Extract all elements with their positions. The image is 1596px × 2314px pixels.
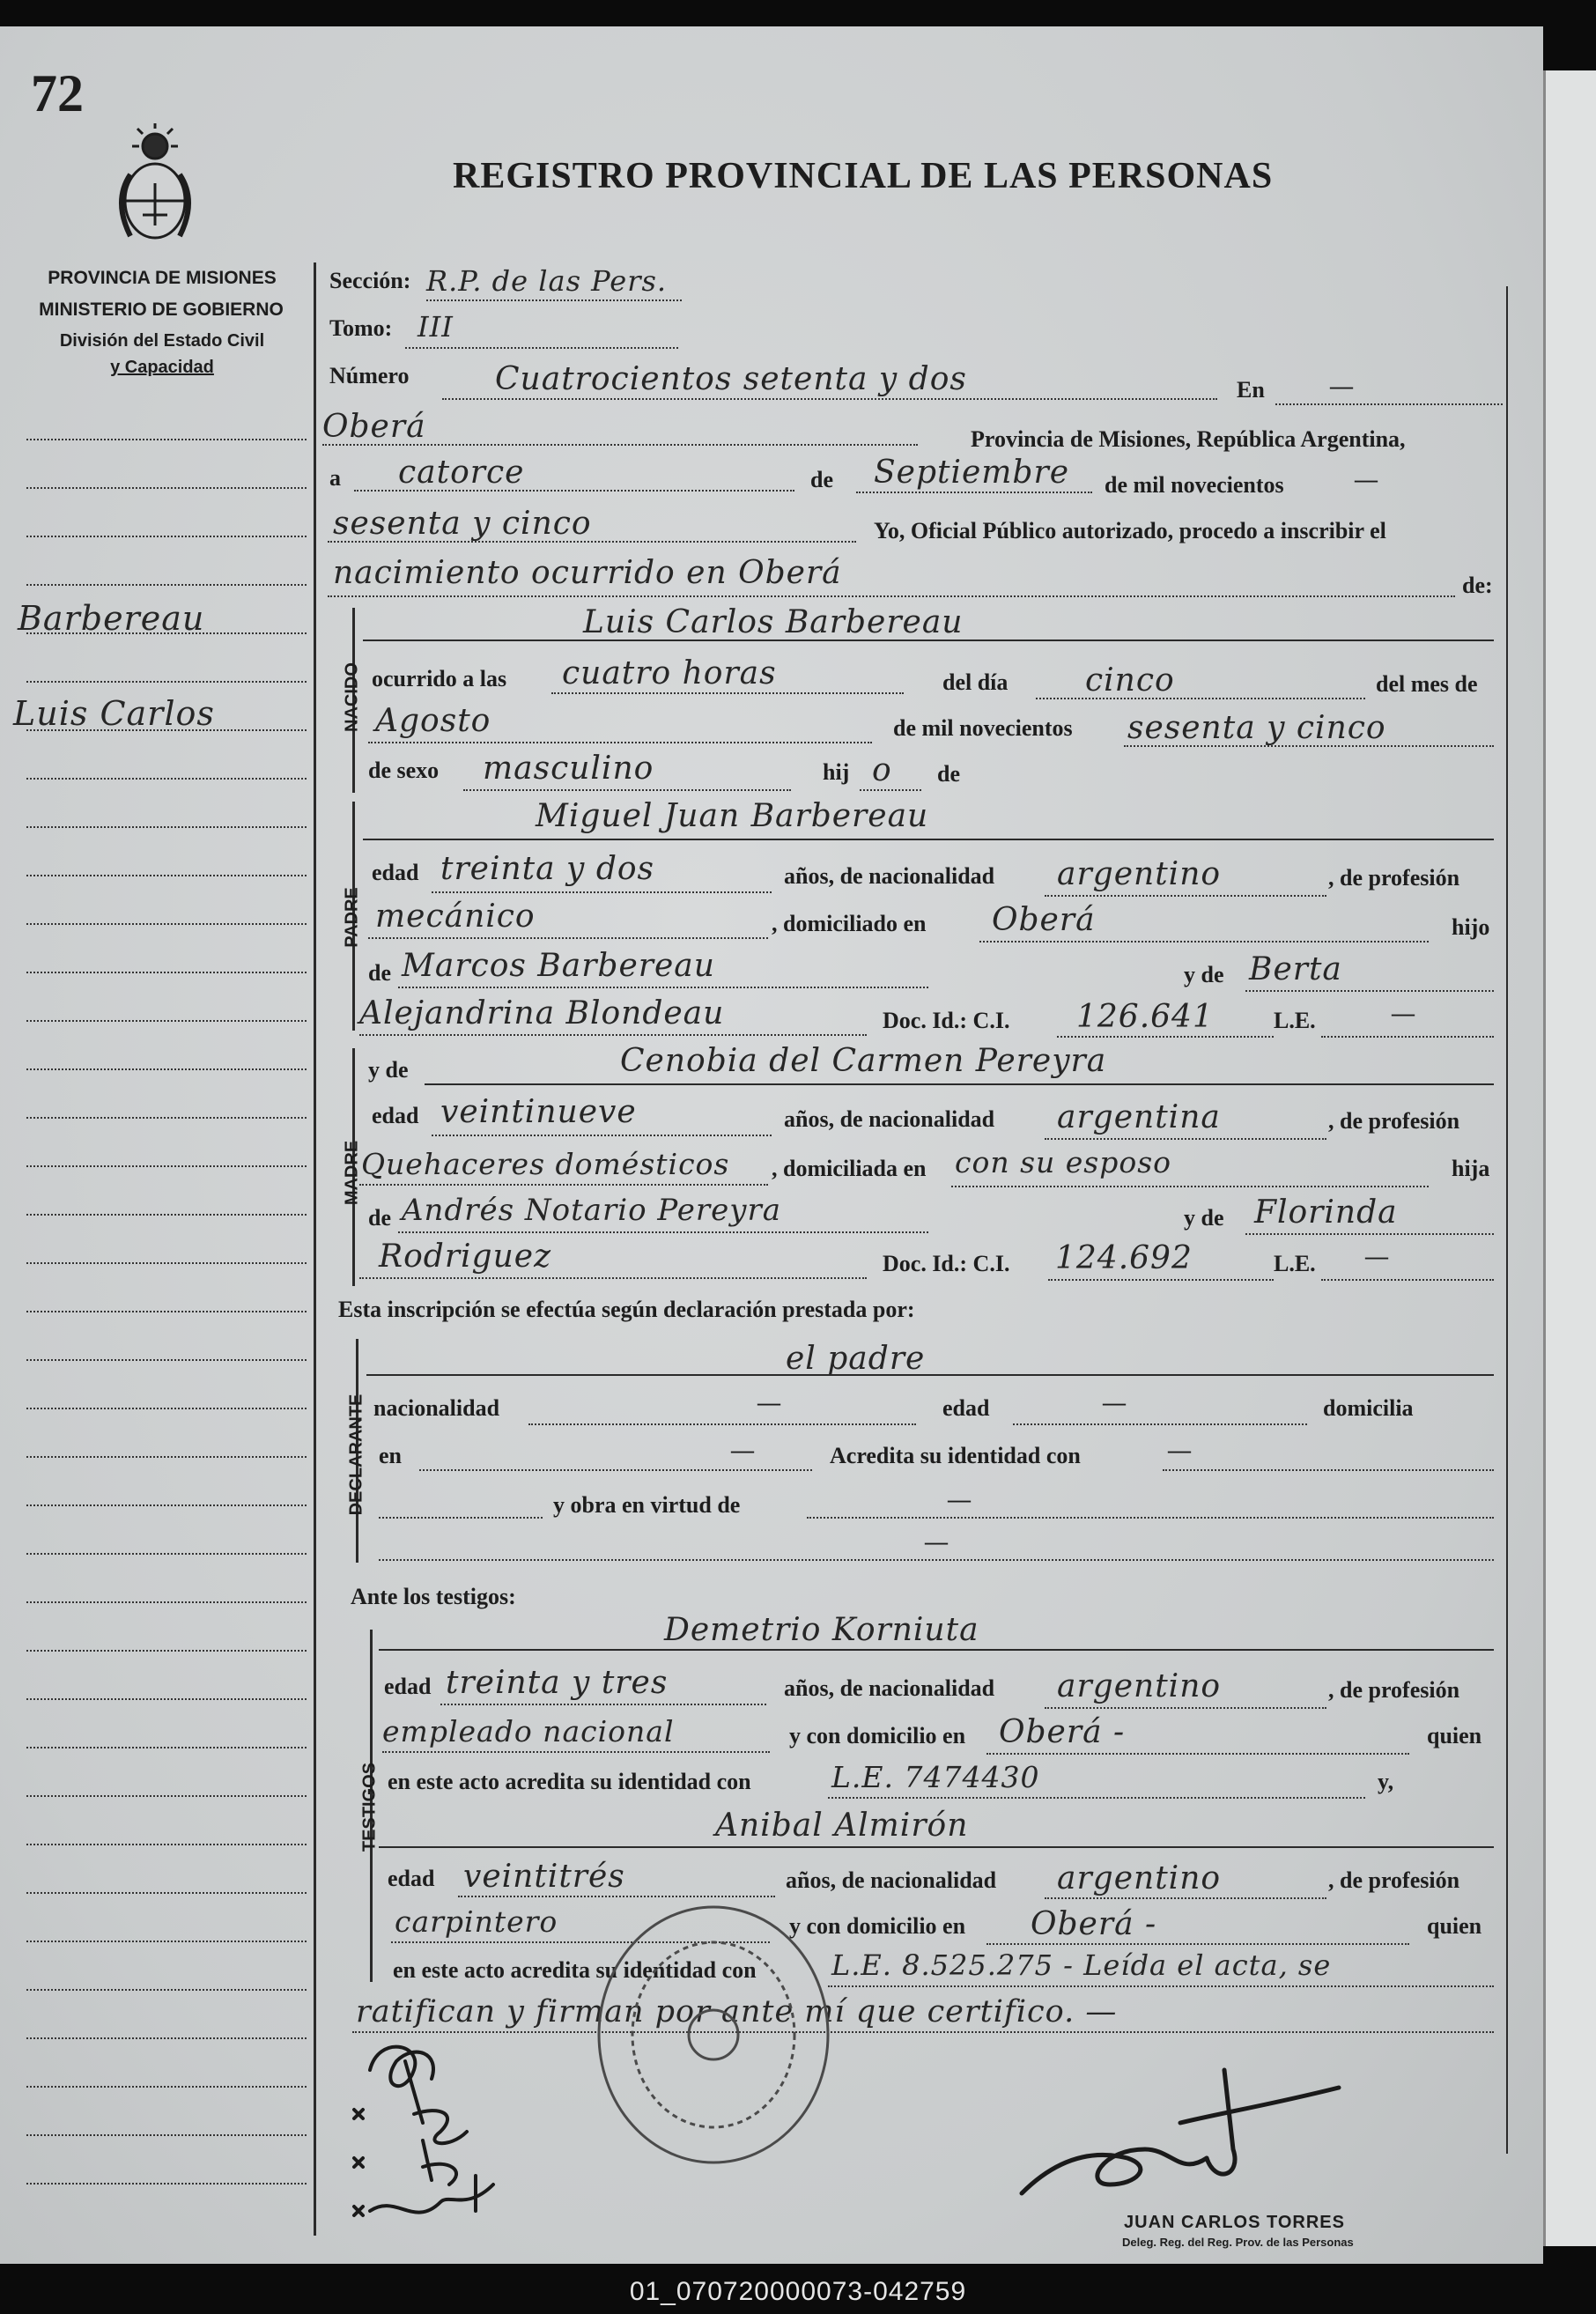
declarante-nac-label: nacionalidad <box>373 1395 500 1421</box>
margin-guide-line <box>26 1165 307 1167</box>
de-colon: de: <box>1462 573 1493 598</box>
closing-text: ratifican y firman por ante mí que certifico. — <box>356 1994 1118 2029</box>
issuer-ministry: MINISTERIO DE GOBIERNO <box>39 299 284 320</box>
nacido-anio-label: de mil novecientos <box>893 715 1073 741</box>
declarante-extra: — <box>925 1529 948 1555</box>
declarante-acredita-label: Acredita su identidad con <box>830 1443 1081 1468</box>
declarante-edad-label: edad <box>942 1395 990 1421</box>
oficial-text: Yo, Oficial Público autorizado, procedo a inscribir el <box>874 518 1386 543</box>
padre-dom: Oberá <box>992 902 1096 938</box>
padre-father: Marcos Barbereau <box>402 948 715 984</box>
margin-guide-line <box>26 1553 307 1555</box>
act-value: nacimiento ocurrido en Oberá <box>333 555 842 591</box>
margin-guide-line <box>26 1214 307 1216</box>
declarante-nac: — <box>757 1390 780 1416</box>
right-margin-rule <box>1506 286 1508 2154</box>
madre-yde2-label: y de <box>1184 1205 1224 1231</box>
page-number: 72 <box>31 64 84 122</box>
margin-guide-line <box>26 1020 307 1022</box>
testigo1-edad: treinta y tres <box>446 1665 669 1701</box>
tomo-value: III <box>417 310 454 344</box>
declarante-intro: Esta inscripción se efectúa según declaración prestada por: <box>338 1297 915 1322</box>
margin-guide-line <box>26 2134 307 2136</box>
padre-yde-label: y de <box>1184 962 1224 987</box>
testigo1-dom-label: y con domicilio en <box>789 1723 966 1748</box>
margin-guide-line <box>26 439 307 440</box>
nacido-anio: sesenta y cinco <box>1127 710 1386 746</box>
madre-nac: argentina <box>1057 1099 1221 1135</box>
margin-guide-line <box>26 1262 307 1264</box>
padre-name: Miguel Juan Barbereau <box>536 798 929 834</box>
madre-dom-label: , domiciliada en <box>772 1156 927 1181</box>
madre-dom: con su esposo <box>955 1145 1172 1179</box>
padre-hijo-label: hijo <box>1452 914 1490 940</box>
testigos-side-label: TESTIGOS <box>359 1762 380 1852</box>
numero-value: Cuatrocientos setenta y dos <box>495 361 967 397</box>
nacido-hij-value: o <box>872 752 892 788</box>
margin-guide-line <box>26 1698 307 1700</box>
margin-guide-line <box>26 1311 307 1312</box>
declarante-dom-label: domicilia <box>1323 1395 1414 1421</box>
padre-prof: mecánico <box>375 898 536 935</box>
testigo1-acto-label: en este acto acredita su identidad con <box>388 1769 751 1794</box>
madre-side-label: MADRE <box>342 1140 362 1206</box>
margin-guide-line <box>26 923 307 925</box>
padre-mother-2: Alejandrina Blondeau <box>359 995 725 1031</box>
testigo1-nac: argentino <box>1057 1668 1222 1704</box>
nacido-hora: cuatro horas <box>562 655 777 691</box>
margin-guide-line <box>26 1504 307 1506</box>
padre-le-label: L.E. <box>1274 1008 1316 1033</box>
madre-edad: veintinueve <box>440 1094 637 1130</box>
margin-guide-line <box>26 487 307 489</box>
margin-guide-line <box>26 972 307 973</box>
nacido-de-label: de <box>937 761 960 787</box>
testigo2-dom-label: y con domicilio en <box>789 1913 966 1939</box>
madre-mother-1: Florinda <box>1254 1194 1398 1231</box>
margin-guide-line <box>26 1844 307 1845</box>
declarante-acredita: — <box>1168 1438 1191 1463</box>
madre-le-label: L.E. <box>1274 1251 1316 1276</box>
declarante-en: — <box>731 1438 754 1463</box>
madre-hija-label: hija <box>1452 1156 1490 1181</box>
officer-role: Deleg. Reg. del Reg. Prov. de las Personas <box>1122 2236 1354 2249</box>
testigo2-edad: veintitrés <box>463 1859 625 1895</box>
testigo2-edad-label: edad <box>388 1866 435 1891</box>
padre-de-label: de <box>368 960 391 986</box>
testigo2-prof: carpintero <box>395 1904 558 1939</box>
nacido-dia: cinco <box>1085 662 1175 699</box>
margin-guide-line <box>26 1359 307 1361</box>
margin-guide-line <box>26 1650 307 1652</box>
padre-edad: treinta y dos <box>440 851 655 887</box>
nacido-dia-label: del día <box>942 669 1009 695</box>
witness-signatures <box>344 2026 573 2237</box>
a-label: a <box>329 465 341 491</box>
testigo2-acto: L.E. 8.525.275 - Leída el acta, se <box>831 1948 1332 1982</box>
margin-guide-line <box>26 875 307 876</box>
testigo1-prof-label: , de profesión <box>1328 1677 1460 1703</box>
coat-of-arms-emblem <box>104 122 206 254</box>
madre-mother-2: Rodriguez <box>379 1238 552 1275</box>
place-value: Oberá <box>322 409 426 445</box>
officer-signature <box>1004 2052 1374 2229</box>
month-value: Septiembre <box>874 455 1069 491</box>
document-title: REGISTRO PROVINCIAL DE LAS PERSONAS <box>453 156 1274 196</box>
issuer-division: División del Estado Civil <box>59 331 265 351</box>
left-margin-rule <box>314 262 316 2236</box>
declarante-side-label: DECLARANTE <box>346 1394 366 1516</box>
nacido-ocurrido-label: ocurrido a las <box>372 666 507 691</box>
issuer-province: PROVINCIA DE MISIONES <box>48 268 277 288</box>
nacido-sexo: masculino <box>483 750 654 787</box>
padre-nac-label: años, de nacionalidad <box>784 863 995 889</box>
margin-guide-line <box>26 1892 307 1894</box>
margin-guide-line <box>26 1941 307 1942</box>
margin-guide-line <box>26 1117 307 1119</box>
margin-guide-line <box>26 1747 307 1748</box>
nacido-name: Luis Carlos Barbereau <box>583 604 964 640</box>
madre-doc: 124.692 <box>1055 1240 1193 1276</box>
padre-doc: 126.641 <box>1076 999 1214 1035</box>
madre-doc-label: Doc. Id.: C.I. <box>883 1251 1010 1276</box>
year-value: sesenta y cinco <box>333 506 592 542</box>
madre-de-label: de <box>368 1205 391 1231</box>
testigo1-y-label: y, <box>1378 1769 1394 1794</box>
declarante-name: el padre <box>786 1341 926 1377</box>
testigo1-name: Demetrio Korniuta <box>664 1612 979 1648</box>
testigo1-quien-label: quien <box>1427 1723 1482 1748</box>
madre-name: Cenobia del Carmen Pereyra <box>620 1043 1107 1079</box>
testigos-intro: Ante los testigos: <box>351 1584 516 1609</box>
declarante-virtud: — <box>948 1487 971 1512</box>
nacido-sexo-label: de sexo <box>368 758 440 783</box>
seccion-label: Sección: <box>329 268 411 293</box>
margin-guide-line <box>26 584 307 586</box>
margin-guide-line <box>26 1068 307 1070</box>
padre-side-label: PADRE <box>342 887 362 948</box>
testigo2-nac: argentino <box>1057 1860 1222 1896</box>
declarante-en-label: en <box>379 1443 402 1468</box>
madre-edad-label: edad <box>372 1103 419 1128</box>
issuer-capacity: y Capacidad <box>110 358 214 377</box>
padre-nac: argentino <box>1057 856 1222 892</box>
day-value: catorce <box>398 455 525 491</box>
margin-surname: Barbereau <box>18 599 205 638</box>
margin-guide-line <box>26 1795 307 1797</box>
padre-mother-1: Berta <box>1249 951 1342 987</box>
margin-guide-line <box>26 778 307 780</box>
testigo2-quien-label: quien <box>1427 1913 1482 1939</box>
margin-given-names: Luis Carlos <box>13 694 215 733</box>
province-text: Provincia de Misiones, República Argentina, <box>971 426 1406 452</box>
official-seal <box>581 1894 846 2176</box>
testigo2-acto-label: en este acto acredita su identidad con <box>393 1957 757 1983</box>
testigo1-edad-label: edad <box>384 1674 432 1699</box>
de-label: de <box>810 467 833 492</box>
padre-edad-label: edad <box>372 860 419 885</box>
mil-value: — <box>1355 467 1378 492</box>
madre-prof: Quehaceres domésticos <box>361 1147 730 1181</box>
tomo-label: Tomo: <box>329 315 393 341</box>
margin-guide-line <box>26 1989 307 1991</box>
margin-guide-line <box>26 2086 307 2088</box>
testigo1-dom: Oberá - <box>999 1714 1126 1750</box>
padre-dom-label: , domiciliado en <box>772 911 927 936</box>
footer-image-id: 01_070720000073-042759 <box>629 2277 967 2306</box>
padre-prof-label: , de profesión <box>1328 865 1460 891</box>
margin-guide-line <box>26 536 307 537</box>
testigo2-prof-label: , de profesión <box>1328 1867 1460 1893</box>
margin-guide-line <box>26 1601 307 1603</box>
madre-nac-label: años, de nacionalidad <box>784 1106 995 1132</box>
nacido-mes: Agosto <box>375 703 491 739</box>
declarante-virtud-label: y obra en virtud de <box>553 1492 741 1518</box>
en-label: En <box>1237 377 1265 403</box>
nacido-mes-label: del mes de <box>1376 671 1478 697</box>
padre-le: — <box>1392 1001 1415 1026</box>
testigo2-nac-label: años, de nacionalidad <box>786 1867 997 1893</box>
officer-name: JUAN CARLOS TORRES <box>1124 2213 1345 2232</box>
testigo2-name: Anibal Almirón <box>715 1808 969 1844</box>
testigo1-nac-label: años, de nacionalidad <box>784 1675 995 1701</box>
madre-father: Andrés Notario Pereyra <box>402 1193 781 1228</box>
padre-doc-label: Doc. Id.: C.I. <box>883 1008 1010 1033</box>
seccion-value: R.P. de las Pers. <box>426 264 668 298</box>
numero-label: Número <box>329 363 410 388</box>
margin-guide-line <box>26 2183 307 2185</box>
en-value: — <box>1330 373 1353 399</box>
margin-guide-line <box>26 2037 307 2039</box>
testigo1-acto: L.E. 7474430 <box>831 1760 1040 1794</box>
nacido-side-label: NACIDO <box>342 662 362 732</box>
margin-guide-line <box>26 681 307 683</box>
margin-guide-line <box>26 1408 307 1409</box>
madre-prof-label: , de profesión <box>1328 1108 1460 1134</box>
testigo1-prof: empleado nacional <box>382 1714 675 1748</box>
madre-le: — <box>1365 1244 1388 1269</box>
testigo2-dom: Oberá - <box>1031 1906 1157 1942</box>
margin-guide-line <box>26 826 307 828</box>
nacido-hij-label: hij <box>823 759 850 785</box>
mil-text: de mil novecientos <box>1105 472 1284 498</box>
margin-guide-line <box>26 1456 307 1458</box>
madre-yde-label: y de <box>368 1057 409 1083</box>
declarante-edad: — <box>1103 1390 1126 1416</box>
next-page-edge <box>1543 70 1596 2246</box>
